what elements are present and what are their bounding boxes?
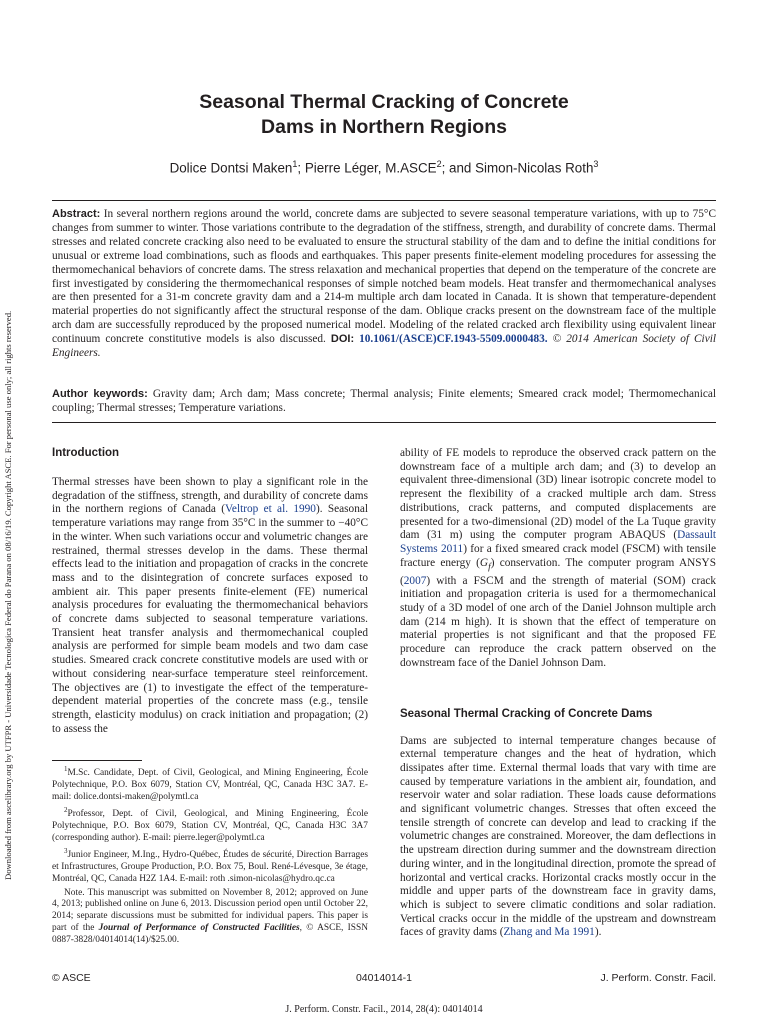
- footnote-3: [52, 846, 368, 885]
- author-list: [60, 155, 708, 177]
- ref-veltrop-1990[interactable]: Veltrop et al. 1990: [225, 503, 316, 516]
- footnote-3-mark: 3: [64, 847, 68, 856]
- footer-journal: J. Perform. Constr. Facil.: [600, 972, 716, 984]
- abstract-text: In several northern regions around the world, concrete dams are subjected to severe seasonal temperature variations, with up to 75°C changes from summer to winter. Those variations contribute to the degradation of the stiffness, strength, and durability of concrete dams. Thermal stresses and related concrete cracking also need to be evaluated to ensure the structural stability of the dam and to define the initial conditions for unusual or extreme load combinations, such as floods and earthquakes. This paper presents finite-element modeling procedures for assessing the thermomechanical behaviors of concrete dams. The stress relaxation and mechanical properties that depend on the temperature of the concrete are first investigated by considering the thermomechanical responses of simple notched beam models. Heat transfer and thermomechanical analyses are then presented for a 31-m concrete gravity dam and a 214-m multiple arch dam located in Canada. It is shown that temperature-dependent material properties do not significantly affect the structural response of the dam. Oblique cracks present on the downstream face of the multiple arch dam are successfully reproduced by the proposed numerical model. Modeling of the related cracked arch flexibility using equivalent linear continuum concrete constitutive models is also discussed.: [52, 208, 716, 346]
- doi-link[interactable]: 10.1061/(ASCE)CF.1943-5509.0000483.: [354, 333, 548, 346]
- seasonal-cracking-heading: Seasonal Thermal Cracking of Concrete Dams: [400, 707, 653, 720]
- keywords-bottom-rule: [52, 422, 716, 423]
- footnote-2-text: Professor, Dept. of Civil, Geological, and Mining Engineering, École Polytechnique, P.O. Box 6079, Station CV, Montréal, QC, Canada H3C 3A7 (corresponding author). E-mail: pierre.leger@polymtl.ca: [52, 809, 368, 843]
- footnote-1-text: M.Sc. Candidate, Dept. of Civil, Geological, and Mining Engineering, École Polytechnique, P.O. Box 6079, Station CV, Montréal, QC, Canada H3C 3A7. E-mail: dolice.dontsi-maken@polymtl.ca: [52, 768, 368, 802]
- abstract-label: Abstract:: [52, 208, 101, 220]
- keywords-label: Author keywords:: [52, 388, 148, 400]
- author-2: ; Pierre Léger, M.ASCE: [297, 160, 437, 176]
- abstract-copyright: © 2014 American Society of Civil Engineers.: [52, 333, 716, 360]
- journal-name: Journal of Performance of Constructed Facilities: [98, 922, 300, 933]
- submission-note: [52, 888, 368, 947]
- abstract-top-rule: [52, 200, 716, 201]
- ref-zhang-ma-1991[interactable]: Zhang and Ma 1991: [503, 926, 595, 939]
- left-column: [52, 446, 368, 736]
- seasonal-text-2: ).: [594, 926, 602, 939]
- title-line-2: Dams in Northern Regions: [261, 116, 507, 138]
- author-3: ; and Simon-Nicolas Roth: [441, 160, 594, 176]
- right-text-4: ) with a FSCM and the strength of material (SOM) crack initiation and propagation criteria is used for a thermomechanical study of a 3D model of one arch of the Daniel Johnson multiple arch dam (214 m high). It is shown that the effect of temperature on material properties is not significant and that the proposed FE procedure can reproduce the crack pattern observed on the downstream face of the Daniel Johnson Dam.: [400, 574, 716, 669]
- footnote-3-text: Junior Engineer, M.Ing., Hydro-Québec, Études de sécurité, Direction Barrages et Infrastructures, Groupe Production, P.O. Box 75, Boul. René-Lévesque, 3e étage, Montréal, QC, Canada H2Z 1A4. E-mail: roth .simon-nicolas@hydro.qc.ca: [52, 850, 368, 884]
- seasonal-text-1: Dams are subjected to internal temperature changes because of external temperature changes and the heat of hydration, which dissipates after time. External thermal loads that vary with time are caused by temperature variations in the ambient air, foundation, and reservoir water and solar radiation. These loads cause deformations and significant volumetric changes. Stresses that often exceed the tensile strength of concrete can develop and lead to cracking if the volumetric changes are constrained. Moreover, the dam deflections in the upstream direction during summer and the downstream direction during winter, and in the longitudinal direction, promote the spread of horizontal and vertical cracks. Horizontal cracks mostly occur in the middle and upper parts of the downstream face in gravity dams, which is subject to severe climatic conditions and solar radiation. Vertical cracks occur in the middle of the upstream and downstream faces of gravity dams (: [400, 734, 716, 939]
- keywords-text: Gravity dam; Arch dam; Mass concrete; Thermal analysis; Finite elements; Smeared crack model; Thermomechanical coupling; Thermal stresses; Temperature variations.: [52, 388, 716, 414]
- footnote-1: [52, 764, 368, 803]
- doi-label: DOI:: [330, 333, 355, 346]
- seasonal-cracking-paragraph: [400, 735, 716, 941]
- journal-citation: J. Perform. Constr. Facil., 2014, 28(4): 04014014: [285, 1004, 483, 1015]
- author-keywords: [52, 387, 716, 415]
- author-3-affiliation-mark: 3: [593, 159, 599, 169]
- footnote-1-mark: 1: [64, 765, 68, 773]
- footnote-2-mark: 2: [64, 806, 68, 815]
- abstract: [52, 208, 716, 361]
- introduction-heading: Introduction: [52, 447, 120, 459]
- paper-title: [100, 90, 668, 140]
- fracture-energy-symbol: G: [479, 556, 489, 569]
- ref-ansys-2007[interactable]: 2007: [403, 574, 427, 587]
- footnote-2: [52, 805, 368, 844]
- download-notice: [2, 160, 16, 880]
- author-1: Dolice Dontsi Maken: [169, 160, 293, 176]
- footnotes: [52, 764, 368, 948]
- footer-page-id: 04014014-1: [355, 972, 413, 984]
- intro-text-1: Thermal stresses have been shown to play a significant role in the degradation of the stiffness, strength, and durability of concrete dams in the northern regions of Canada (: [52, 476, 368, 516]
- download-notice-text: Downloaded from ascelibrary.org by UTFPR - Universidade Tecnologica Federal do Parana on 08/16/19. Copyright ASCE. For personal use only; all rights reserved.: [3, 310, 13, 880]
- author-2-affiliation-mark: 2: [436, 159, 442, 169]
- note-end: , © ASCE, ISSN 0887-3828/04014014(14)/$25.00.: [52, 922, 368, 945]
- fracture-energy-subscript: f: [488, 561, 491, 572]
- footer-publisher: © ASCE: [52, 972, 91, 984]
- footnote-rule: [52, 760, 142, 761]
- right-text-3: ) conservation. The computer program ANSYS (: [400, 556, 716, 587]
- right-text-1: ability of FE models to reproduce the observed crack pattern on the downstream face of a multiple arch dam; and (3) to develop an equivalent three-dimensional (3D) linear isotropic concrete model to represent the flexibility of a cracked multiple arch dam. Stress distributions, crack patterns, and computed displacements are presented for a two-dimensional (2D) model of the La Tuque gravity dam (31 m) using the computer program ABAQUS (: [400, 447, 716, 542]
- right-text-2: ) for a fixed smeared crack model (FSCM) with tensile fracture energy (: [400, 542, 716, 569]
- intro-continued-paragraph: [400, 447, 716, 671]
- title-line-1: Seasonal Thermal Cracking of Concrete: [199, 91, 569, 113]
- ref-dassault-2011[interactable]: Dassault Systems 2011: [400, 529, 716, 555]
- note-text: Note. This manuscript was submitted on November 8, 2012; approved on June 4, 2013; published online on June 6, 2013. Discussion period open until October 22, 2014; separate discussions must be submitted for individual papers. This paper is part of the: [52, 887, 368, 933]
- introduction-paragraph: [52, 476, 368, 736]
- intro-text-2: ). Seasonal temperature variations may range from 35°C in the summer to −40°C in the winter. When such variations occur and volumetric changes are restrained, thermal stresses develop in the dams. These thermal effects lead to the initiation and propagation of cracks in the concrete mass and to the disintegration of concrete surfaces exposed to ambient air. This paper presents finite-element (FE) numerical analysis procedures for evaluating the thermomechanical behaviors of concrete dams subjected to seasonal temperature variations. Transient heat transfer analysis and thermomechanical coupled analysis are performed for simple beam models and two dam case studies. Smeared crack concrete constitutive models are used with or without considering near-surface temperature steel reinforcement. The objectives are (1) to investigate the effect of the temperature-dependent material properties of the concrete mass (e.g., tensile strength, elasticity modulus) on crack initiation and propagation; (2) to assess the: [52, 503, 369, 735]
- right-column: [400, 447, 716, 940]
- author-1-affiliation-mark: 1: [292, 159, 298, 169]
